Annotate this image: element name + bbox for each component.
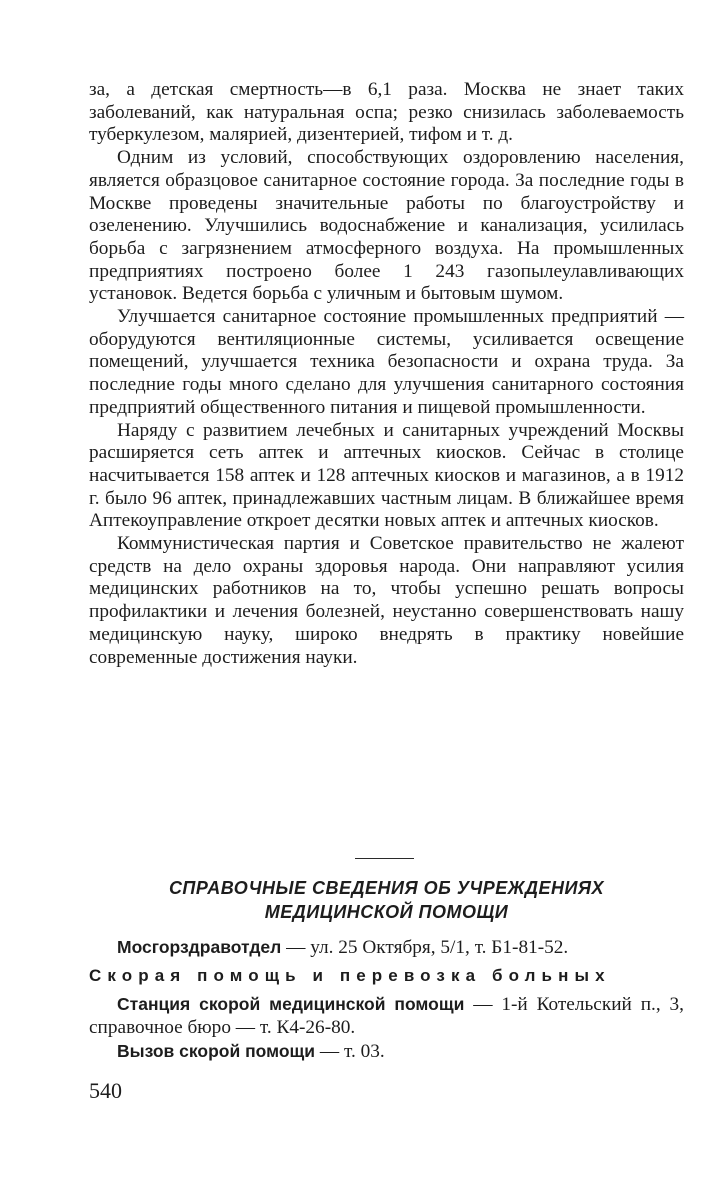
subheading-ambulance: Скорая помощь и перевозка больных [89, 966, 611, 985]
entry-details: — т. 03. [315, 1041, 385, 1062]
paragraph-2: Одним из условий, способствующих оздоровлению населения, является образцовое санитарное состояние города. За последние годы в Москве проведены значительные работы по благоустройству и озеленению. Улучшились водоснабжение и канализация, усилилась борьба с загрязнением атмосферного воздуха. На промышленных предприятиях построено более 1 243 газопылеулавливающих установок. Ведется борьба с уличным и бытовым шумом. [89, 147, 684, 305]
entry-name: Вызов скорой помощи [117, 1041, 316, 1061]
paragraph-4: Наряду с развитием лечебных и санитарных учреждений Москвы расширяется сеть аптек и аптечных киосков. Сейчас в столице насчитывается 158 аптек и 128 аптечных киосков и магазинов, а в 1912 г. было 96 аптек, принадлежавших частным лицам. В ближайшее время Аптекоуправление откроет десятки новых аптек и аптечных киосков. [89, 419, 684, 532]
entry-name: Мосгорздравотдел [117, 937, 282, 957]
entry-mosgorzdravotdel [89, 936, 684, 960]
section-divider [355, 858, 414, 859]
entry-name: Станция скорой медицинской помощи [117, 994, 465, 1014]
paragraph-5: Коммунистическая партия и Советское правительство не жалеют средств на дело охраны здоровья народа. Они направляют усилия медицинских работников на то, чтобы успешно решать вопросы профилактики и лечения болезней, неустанно совершенствовать нашу медицинскую науку, широко внедрять в практику новейшие современные достижения науки. [89, 533, 684, 668]
paragraph-1: за, а детская смертность—в 6,1 раза. Москва не знает таких заболеваний, как натуральная оспа; резко снизилась заболеваемость туберкулезом, малярией, дизентерией, тифом и т. д. [89, 79, 684, 146]
entry-details: — 1-й Котельский п., 3, справочное бюро — т. К4-26-80. [89, 994, 684, 1038]
body-text [89, 79, 684, 669]
paragraph-3: Улучшается санитарное состояние промышленных предприятий — оборудуются вентиляционные системы, усиливается освещение помещений, улучшается техника безопасности и охрана труда. За последние годы много сделано для улучшения санитарного состояния предприятий общественного питания и пищевой промышленности. [89, 306, 684, 418]
page-number: 540 [89, 1078, 122, 1103]
section-heading-line-1: СПРАВОЧНЫЕ СВЕДЕНИЯ ОБ УЧРЕЖДЕНИЯХ [168, 878, 605, 898]
section-heading-line-2: МЕДИЦИНСКОЙ ПОМОЩИ [264, 902, 509, 922]
section-heading [89, 876, 684, 924]
entry-ambulance-call [89, 1040, 684, 1064]
entry-ambulance-station [89, 993, 684, 1039]
entry-details: — ул. 25 Октября, 5/1, т. Б1-81-52. [281, 937, 569, 958]
